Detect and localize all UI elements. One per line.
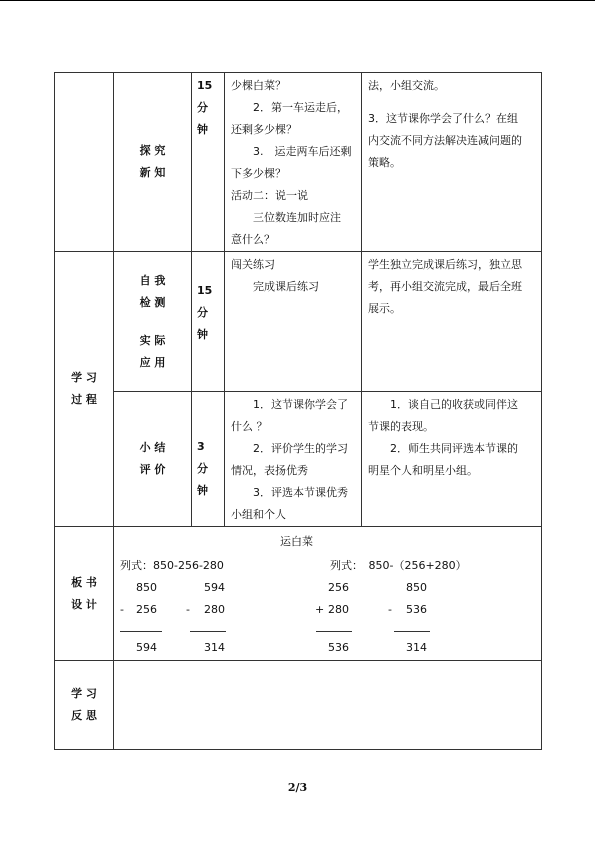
text-line: 还剩多少棵？ — [231, 123, 297, 136]
calc-d-rule — [394, 631, 430, 632]
phase-line: 设 计 — [71, 597, 97, 611]
time-self-check — [192, 252, 225, 392]
time-number: 15 — [197, 284, 213, 297]
calc-c-addend: 256 — [328, 581, 349, 594]
text-line: 考，再小组交流完成，最后全班 — [368, 280, 522, 293]
time-summary — [192, 392, 225, 527]
calc-c-result: 536 — [328, 641, 349, 654]
section-line: 探 究 — [139, 144, 166, 157]
calc-b-rule — [190, 631, 226, 632]
board-design-content — [114, 527, 542, 661]
time-number: 3 — [197, 440, 205, 453]
board-title: 运白菜 — [280, 535, 313, 548]
formula-2: 列式： 850-（256+280） — [330, 559, 467, 572]
text-line: 3．评选本节课优秀 — [253, 486, 348, 499]
text-line: 下多少棵？ — [231, 167, 286, 180]
text-line: 少棵白菜？ — [231, 79, 286, 92]
time-unit: 钟 — [197, 123, 208, 136]
text-line: 明星个人和明星小组。 — [368, 464, 478, 477]
phase-line: 学 习 — [71, 371, 97, 384]
text-line: 1．这节课你学会了 — [253, 398, 348, 411]
phase-line: 板 书 — [71, 575, 97, 589]
row-board-design — [55, 527, 542, 661]
section-line: 小 结 — [139, 441, 166, 454]
text-line: 闯关练习 — [231, 258, 275, 271]
reflection-content — [114, 661, 542, 750]
phase-line: 反 思 — [71, 709, 97, 722]
time-unit: 钟 — [197, 328, 208, 341]
calc-a-rule — [120, 631, 162, 632]
text-line: 3. 运走两车后还剩 — [253, 145, 352, 158]
calc-d-subtrahend: 536 — [406, 603, 427, 616]
phase-learning-process — [55, 252, 114, 527]
lesson-plan-table — [54, 72, 542, 750]
teacher-activity-self-check — [225, 252, 362, 392]
calc-b-result: 314 — [204, 641, 225, 654]
row-reflection — [55, 661, 542, 750]
time-unit: 分 — [197, 462, 208, 475]
section-summary-label — [114, 392, 192, 527]
student-activity-summary — [362, 392, 542, 527]
text-line: 策略。 — [368, 156, 401, 169]
section-line: 自 我 — [139, 273, 166, 287]
page-top-rule — [0, 0, 595, 1]
section-line: 检 测 — [139, 295, 166, 309]
teacher-activity-summary — [225, 392, 362, 527]
student-activity-explore — [362, 73, 542, 252]
section-explore-label — [114, 73, 192, 252]
row-explore — [55, 73, 542, 252]
phase-line: 过 程 — [71, 393, 97, 406]
text-line: 完成课后练习 — [253, 280, 319, 293]
text-line: 学生独立完成课后练习，独立思 — [368, 258, 522, 271]
student-activity-self-check — [362, 252, 542, 392]
calc-d-minuend: 850 — [406, 581, 427, 594]
text-line: 法，小组交流。 — [368, 79, 445, 92]
calc-c-rule — [316, 631, 352, 632]
calc-b-operator: - — [186, 603, 190, 616]
board-design-label — [55, 527, 114, 661]
calc-d-operator: - — [388, 603, 392, 616]
text-line: 什么 ？ — [231, 420, 268, 433]
time-number: 15 — [197, 79, 213, 92]
text-line: 三位数连加时应注 — [253, 211, 341, 224]
teacher-activity-explore — [225, 73, 362, 252]
formula-1: 列式：850-256-280 — [120, 559, 224, 572]
text-line: 展示。 — [368, 302, 401, 315]
time-unit: 分 — [197, 101, 208, 114]
row1-phase-cell — [55, 73, 114, 252]
text-line: 2．第一车运走后， — [253, 101, 348, 114]
time-unit: 钟 — [197, 484, 208, 497]
text-line: 活动二：说一说 — [231, 189, 308, 202]
page-number: 2/3 — [287, 781, 308, 794]
row-self-check — [55, 252, 542, 392]
time-unit: 分 — [197, 306, 208, 319]
text-line: 1．谈自己的收获或同伴这 — [390, 398, 518, 411]
calc-b-subtrahend: 280 — [204, 603, 225, 616]
text-line: 小组和个人 — [231, 508, 286, 521]
calc-d-result: 314 — [406, 641, 427, 654]
text-line: 节课的表现。 — [368, 420, 434, 433]
section-line: 实 际 — [139, 333, 166, 347]
calc-a-minuend: 850 — [136, 581, 157, 594]
section-self-check-label — [114, 252, 192, 392]
text-line: 内交流不同方法解决连减问题的 — [368, 134, 522, 147]
section-line: 应 用 — [139, 355, 166, 369]
text-line: 情况，表扬优秀 — [231, 464, 308, 477]
calc-a-subtrahend: 256 — [136, 603, 157, 616]
text-line: 意什么？ — [231, 233, 275, 246]
section-line: 评 价 — [139, 463, 166, 476]
section-line: 新 知 — [139, 166, 166, 179]
calc-a-operator: - — [120, 603, 124, 616]
phase-line: 学 习 — [71, 687, 97, 700]
time-explore — [192, 73, 225, 252]
row-summary — [55, 392, 542, 527]
calc-c-addend-2: 280 — [328, 603, 349, 616]
calc-a-result: 594 — [136, 641, 157, 654]
reflection-label — [55, 661, 114, 750]
text-line: 2．师生共同评选本节课的 — [390, 442, 518, 455]
calc-c-operator: + — [315, 603, 325, 616]
text-line: 2．评价学生的学习 — [253, 442, 348, 455]
text-line: 3．这节课你学会了什么？在组 — [368, 112, 518, 125]
calc-b-minuend: 594 — [204, 581, 225, 594]
